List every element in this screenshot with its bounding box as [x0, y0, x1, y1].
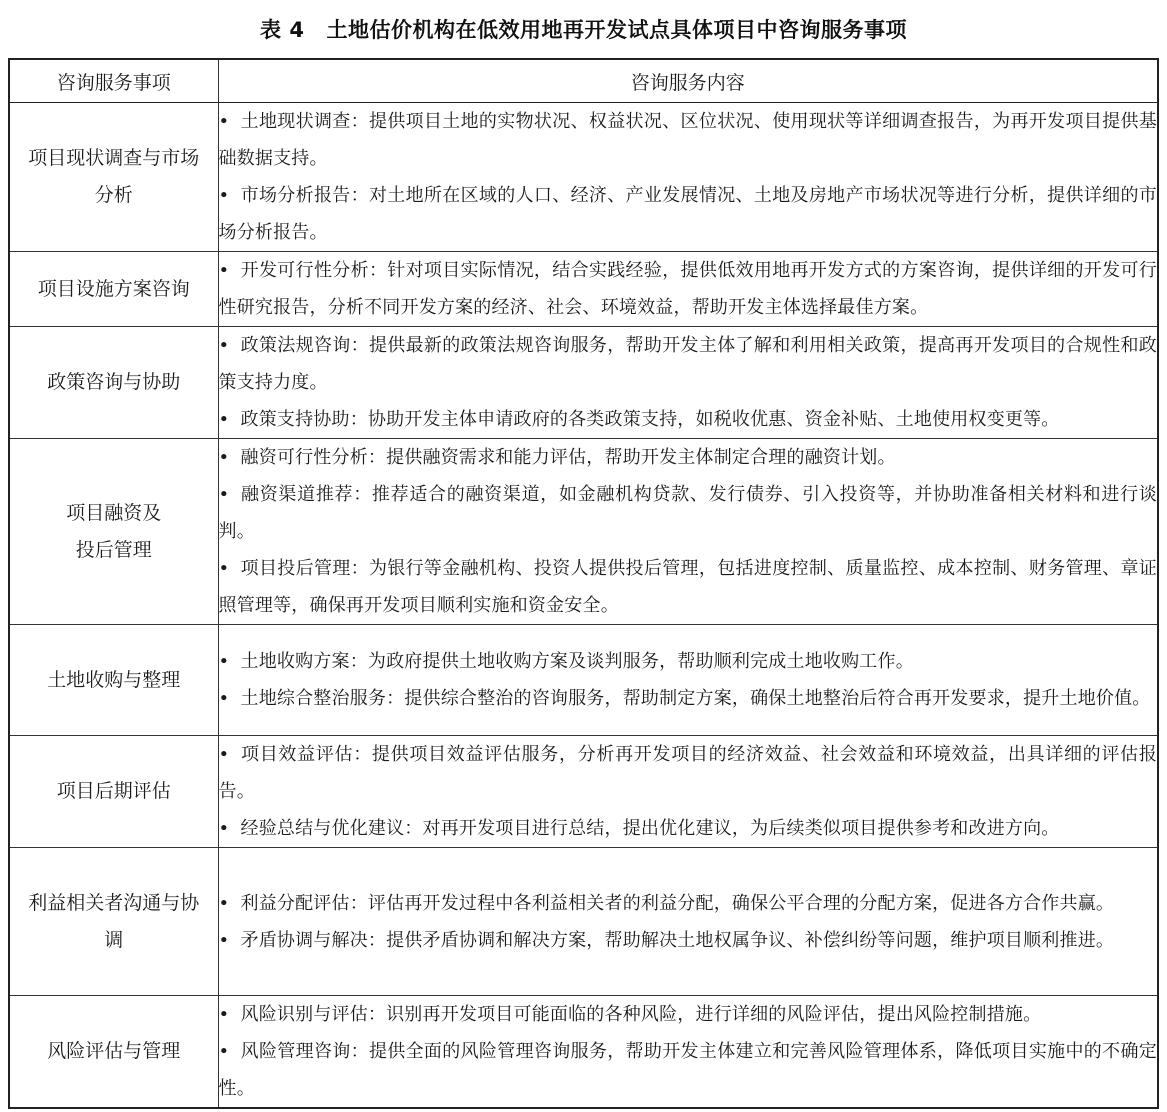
bullet-text: 风险识别与评估：识别再开发项目可能面临的各种风险，进行详细的风险评估，提出风险控制措施。	[240, 1004, 1042, 1025]
bullet-item	[219, 1033, 1158, 1107]
column-header-item: 咨询服务事项	[9, 59, 218, 103]
bullet-text: 项目效益评估：提供项目效益评估服务，分析再开发项目的经济效益、社会效益和环境效益，出具详细的评估报告。	[218, 744, 1157, 802]
service-item-cell	[9, 327, 218, 439]
service-item-label: 风险评估与管理	[47, 1040, 181, 1062]
bullet-dot-icon: •	[218, 929, 230, 951]
table-row	[9, 848, 1158, 996]
bullet-dot-icon: •	[218, 185, 230, 206]
bullet-dot-icon: •	[218, 744, 230, 765]
bullet-text: 项目投后管理：为银行等金融机构、投资人提供投后管理，包括进度控制、质量监控、成本控制、财务管理、章证照管理等，确保再开发项目顺利实施和资金安全。	[218, 558, 1157, 616]
column-header-content: 咨询服务内容	[218, 59, 1158, 103]
service-item-cell	[9, 996, 218, 1109]
table-row	[9, 736, 1158, 848]
bullet-item	[219, 439, 1158, 476]
service-content-cell	[218, 327, 1158, 439]
service-item-label: 项目融资及投后管理	[66, 501, 162, 561]
bullet-text: 市场分析报告：对土地所在区域的人口、经济、产业发展情况、土地及房地产市场状况等进行分析，提供详细的市场分析报告。	[218, 185, 1157, 243]
service-item-cell	[9, 439, 218, 625]
service-item-cell	[9, 103, 218, 252]
bullet-item	[219, 103, 1158, 177]
table-row	[9, 103, 1158, 252]
service-content-cell	[218, 103, 1158, 252]
bullet-text: 融资可行性分析：提供融资需求和能力评估，帮助开发主体制定合理的融资计划。	[240, 447, 896, 468]
service-content-cell	[218, 252, 1158, 327]
service-item-label: 项目设施方案咨询	[37, 277, 190, 300]
bullet-dot-icon: •	[218, 335, 230, 356]
service-item-cell	[9, 736, 218, 848]
bullet-dot-icon: •	[218, 1004, 230, 1025]
bullet-text: 风险管理咨询：提供全面的风险管理咨询服务，帮助开发主体建立和完善风险管理体系，降低项目实施中的不确定性。	[218, 1041, 1157, 1099]
bullet-item	[219, 680, 1158, 717]
bullet-item	[219, 885, 1158, 922]
bullet-item	[219, 177, 1158, 251]
bullet-dot-icon: •	[218, 651, 230, 672]
bullet-item	[219, 996, 1158, 1033]
bullet-dot-icon: •	[218, 409, 230, 430]
bullet-text: 利益分配评估：评估再开发过程中各利益相关者的利益分配，确保公平合理的分配方案，促进各方合作共赢。	[240, 892, 1115, 914]
service-content-cell	[218, 439, 1158, 625]
service-item-label: 政策咨询与协助	[47, 371, 181, 393]
bullet-text: 经验总结与优化建议：对再开发项目进行总结，提出优化建议，为后续类似项目提供参考和改进方向。	[240, 818, 1060, 839]
bullet-text: 政策支持协助：协助开发主体申请政府的各类政策支持，如税收优惠、资金补贴、土地使用权变更等。	[240, 409, 1060, 430]
bullet-item	[219, 922, 1158, 959]
service-item-label: 项目后期评估	[56, 780, 171, 802]
bullet-dot-icon: •	[218, 1041, 230, 1062]
service-item-label: 利益相关者沟通与协调	[28, 891, 200, 951]
bullet-text: 开发可行性分析：针对项目实际情况，结合实践经验，提供低效用地再开发方式的方案咨询，提供详细的开发可行性研究报告，分析不同开发方案的经济、社会、环境效益，帮助开发主体选择最佳方案。	[218, 260, 1157, 318]
table-header-row	[9, 59, 1158, 103]
bullet-dot-icon: •	[218, 111, 230, 132]
bullet-text: 政策法规咨询：提供最新的政策法规咨询服务，帮助开发主体了解和利用相关政策，提高再开发项目的合规性和政策支持力度。	[218, 335, 1157, 393]
table-row	[9, 439, 1158, 625]
bullet-text: 土地综合整治服务：提供综合整治的咨询服务，帮助制定方案，确保土地整治后符合再开发要求，提升土地价值。	[240, 688, 1151, 709]
bullet-dot-icon: •	[218, 688, 230, 709]
service-item-cell	[9, 252, 218, 327]
table-row	[9, 327, 1158, 439]
service-item-cell	[9, 625, 218, 736]
table-title: 土地估价机构在低效用地再开发试点具体项目中咨询服务事项	[326, 18, 907, 42]
table-row	[9, 996, 1158, 1109]
bullet-item	[219, 476, 1158, 550]
bullet-dot-icon: •	[218, 892, 230, 914]
consulting-services-table	[8, 58, 1159, 1109]
bullet-dot-icon: •	[218, 818, 230, 839]
service-item-cell	[9, 848, 218, 996]
service-content-cell	[218, 996, 1158, 1109]
bullet-text: 矛盾协调与解决：提供矛盾协调和解决方案，帮助解决土地权属争议、补偿纠纷等问题，维护项目顺利推进。	[240, 929, 1115, 951]
bullet-item	[219, 252, 1158, 326]
table-number: 表 4	[260, 18, 305, 42]
table-row	[9, 625, 1158, 736]
service-item-label: 项目现状调查与市场分析	[28, 147, 200, 206]
bullet-item	[219, 401, 1158, 438]
service-content-cell	[218, 625, 1158, 736]
bullet-item	[219, 736, 1158, 810]
bullet-item	[219, 550, 1158, 624]
service-content-cell	[218, 736, 1158, 848]
bullet-text: 土地现状调查：提供项目土地的实物状况、权益状况、区位状况、使用现状等详细调查报告，为再开发项目提供基础数据支持。	[218, 111, 1157, 169]
service-item-label: 土地收购与整理	[47, 668, 181, 691]
bullet-item	[219, 810, 1158, 847]
table-caption	[0, 14, 1167, 44]
bullet-item	[219, 643, 1158, 680]
bullet-text: 土地收购方案：为政府提供土地收购方案及谈判服务，帮助顺利完成土地收购工作。	[240, 651, 914, 672]
table-row	[9, 252, 1158, 327]
bullet-text: 融资渠道推荐：推荐适合的融资渠道，如金融机构贷款、发行债券、引入投资等，并协助准备相关材料和进行谈判。	[218, 484, 1157, 542]
bullet-dot-icon: •	[218, 260, 230, 281]
bullet-dot-icon: •	[218, 484, 230, 505]
bullet-dot-icon: •	[218, 447, 230, 468]
bullet-item	[219, 327, 1158, 401]
service-content-cell	[218, 848, 1158, 996]
bullet-dot-icon: •	[218, 558, 230, 579]
